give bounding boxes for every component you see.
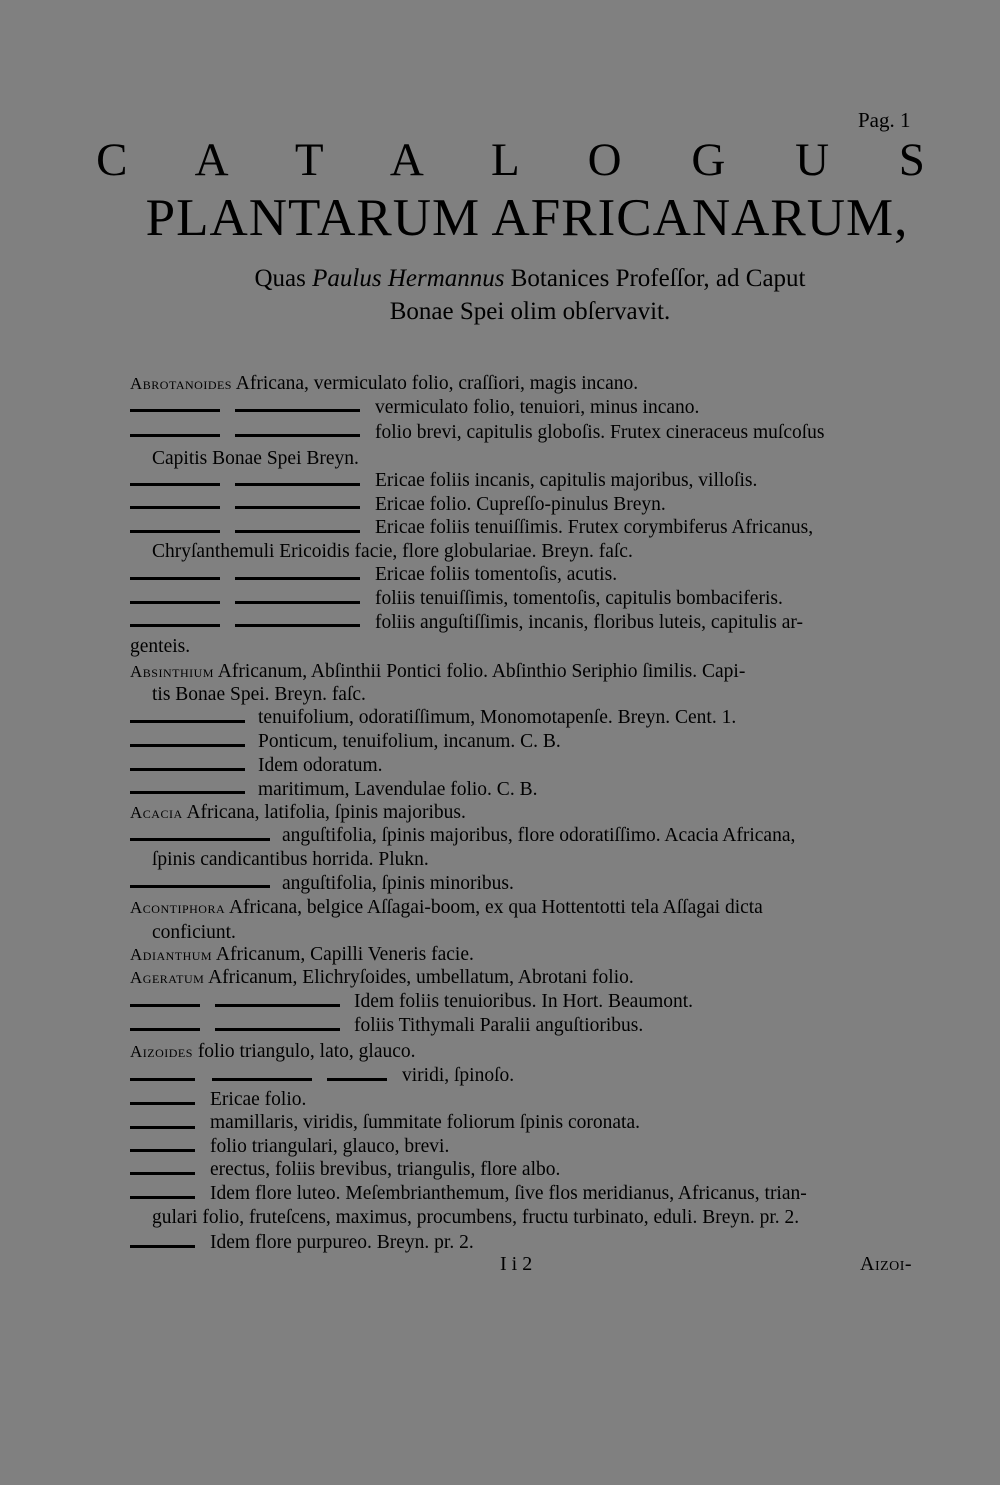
- ditto-rule: [235, 409, 360, 412]
- ditto-rule: [130, 434, 220, 437]
- catalog-line: Ericae foliis tomentoſis, acutis.: [375, 564, 618, 585]
- catalog-line: Ericae foliis tenuiſſimis. Frutex corymbiferus Africanus,: [375, 517, 814, 538]
- ditto-rule: [130, 838, 270, 841]
- catalog-line: erectus, foliis brevibus, triangulis, flore albo.: [210, 1159, 561, 1180]
- catalog-line: [130, 1040, 416, 1064]
- catalog-line: foliis tenuiſſimis, tomentoſis, capitulis bombaciferis.: [375, 588, 783, 609]
- ditto-rule: [235, 601, 360, 604]
- catalog-line: folio brevi, capitulis globoſis. Frutex cineraceus muſcoſus: [375, 422, 825, 443]
- ditto-rule: [235, 530, 360, 533]
- catalog-line: anguſtifolia, ſpinis minoribus.: [282, 873, 514, 894]
- entry-text: folio triangulo, lato, glauco.: [197, 1041, 416, 1062]
- ditto-rule: [327, 1078, 387, 1081]
- catalog-line: [130, 801, 466, 825]
- catalog-line: gulari folio, fruteſcens, maximus, procumbens, fructu turbinato, eduli. Breyn. pr. 2.: [152, 1207, 800, 1228]
- catalog-line: folio triangulari, glauco, brevi.: [210, 1136, 450, 1157]
- catchword: Aizoi-: [860, 1253, 913, 1275]
- ditto-rule: [130, 720, 245, 723]
- ditto-rule: [235, 506, 360, 509]
- catalog-line: foliis anguſtiſſimis, incanis, floribus luteis, capitulis ar-: [375, 612, 804, 633]
- page-number: Pag. 1: [858, 108, 911, 132]
- ditto-rule: [130, 577, 220, 580]
- catalog-line: Idem foliis tenuioribus. In Hort. Beaumont.: [354, 991, 694, 1012]
- entry-text: Africanum, Capilli Veneris facie.: [215, 944, 474, 965]
- intro-post: Botanices Profeſſor, ad Caput: [510, 265, 806, 292]
- catalog-line: [130, 966, 634, 990]
- ditto-rule: [215, 1004, 340, 1007]
- catalog-line: Ericae folio. Cupreſſo-pinulus Breyn.: [375, 494, 666, 515]
- ditto-rule: [130, 483, 220, 486]
- intro-author: Paulus Hermannus: [312, 265, 505, 292]
- catalog-line: tenuifolium, odoratiſſimum, Monomotapenſe. Breyn. Cent. 1.: [258, 707, 737, 728]
- catalog-line: conficiunt.: [152, 922, 236, 943]
- catalog-line: ſpinis candicantibus horrida. Plukn.: [152, 849, 429, 870]
- ditto-rule: [215, 1028, 340, 1031]
- ditto-rule: [130, 1126, 195, 1129]
- ditto-rule: [130, 506, 220, 509]
- catalog-line: Ericae folio.: [210, 1089, 307, 1110]
- genus-name: Adianthum: [130, 945, 213, 964]
- ditto-rule: [212, 1078, 312, 1081]
- catalog-line: mamillaris, viridis, ſummitate foliorum ſpinis coronata.: [210, 1112, 641, 1133]
- catalog-line: Capitis Bonae Spei Breyn.: [152, 448, 359, 469]
- genus-name: Abrotanoides: [130, 374, 232, 393]
- genus-name: Absinthium: [130, 662, 214, 681]
- genus-name: Aizoides: [130, 1042, 193, 1061]
- ditto-rule: [235, 624, 360, 627]
- intro-line-1: [150, 265, 910, 293]
- ditto-rule: [130, 1196, 195, 1199]
- ditto-rule: [130, 768, 245, 771]
- ditto-rule: [235, 434, 360, 437]
- entry-text: Africana, vermiculato folio, craſſiori, magis incano.: [235, 373, 639, 394]
- catalog-line: maritimum, Lavendulae folio. C. B.: [258, 779, 538, 800]
- ditto-rule: [130, 744, 245, 747]
- catalog-line: Idem flore purpureo. Breyn. pr. 2.: [210, 1232, 474, 1253]
- ditto-rule: [130, 409, 220, 412]
- ditto-rule: [130, 885, 270, 888]
- entry-text: Africanum, Abſinthii Pontici folio. Abſinthio Seriphio ſimilis. Capi-: [217, 661, 746, 682]
- ditto-rule: [130, 624, 220, 627]
- catalog-line: foliis Tithymali Paralii anguſtioribus.: [354, 1015, 644, 1036]
- title: C A T A L O G U S: [96, 134, 954, 186]
- ditto-rule: [235, 483, 360, 486]
- ditto-rule: [130, 1172, 195, 1175]
- ditto-rule: [130, 1102, 195, 1105]
- ditto-rule: [130, 1004, 200, 1007]
- entry-text: Africanum, Elichryſoides, umbellatum, Abrotani folio.: [208, 967, 634, 988]
- ditto-rule: [235, 577, 360, 580]
- genus-name: Acontiphora: [130, 898, 226, 917]
- genus-name: Acacia: [130, 803, 183, 822]
- ditto-rule: [130, 1149, 195, 1152]
- intro-line-2: Bonae Spei olim obſervavit.: [389, 298, 671, 325]
- ditto-rule: [130, 1078, 195, 1081]
- ditto-rule: [130, 601, 220, 604]
- entry-text: Africana, latifolia, ſpinis majoribus.: [186, 802, 466, 823]
- ditto-rule: [130, 791, 245, 794]
- catalog-line: [130, 372, 638, 396]
- catalog-line: Ponticum, tenuifolium, incanum. C. B.: [258, 731, 561, 752]
- catalog-line: [130, 896, 763, 920]
- ditto-rule: [130, 530, 220, 533]
- catalog-line: tis Bonae Spei. Breyn. faſc.: [152, 684, 366, 705]
- catalog-line: [130, 660, 745, 684]
- catalog-line: viridi, ſpinoſo.: [402, 1065, 515, 1086]
- ditto-rule: [130, 1245, 195, 1248]
- subtitle: PLANTARUM AFRICANARUM,: [145, 189, 909, 247]
- catalog-line: Idem odoratum.: [258, 755, 383, 776]
- genus-name: Ageratum: [130, 968, 205, 987]
- catalog-line: anguſtifolia, ſpinis majoribus, flore odoratiſſimo. Acacia Africana,: [282, 825, 796, 846]
- entry-text: Africana, belgice Aſſagai-boom, ex qua Hottentotti tela Aſſagai dicta: [228, 897, 763, 918]
- catalog-line: vermiculato folio, tenuiori, minus incano.: [375, 397, 700, 418]
- catalog-line: Ericae foliis incanis, capitulis majoribus, villoſis.: [375, 470, 758, 491]
- catalog-line: [130, 943, 474, 967]
- signature-mark: I i 2: [500, 1253, 533, 1275]
- catalog-line: genteis.: [130, 636, 191, 657]
- catalog-line: Chryſanthemuli Ericoidis facie, flore globulariae. Breyn. faſc.: [152, 541, 633, 562]
- catalog-line: Idem flore luteo. Meſembrianthemum, ſive flos meridianus, Africanus, trian-: [210, 1183, 807, 1204]
- intro-pre: Quas: [254, 265, 306, 292]
- ditto-rule: [130, 1028, 200, 1031]
